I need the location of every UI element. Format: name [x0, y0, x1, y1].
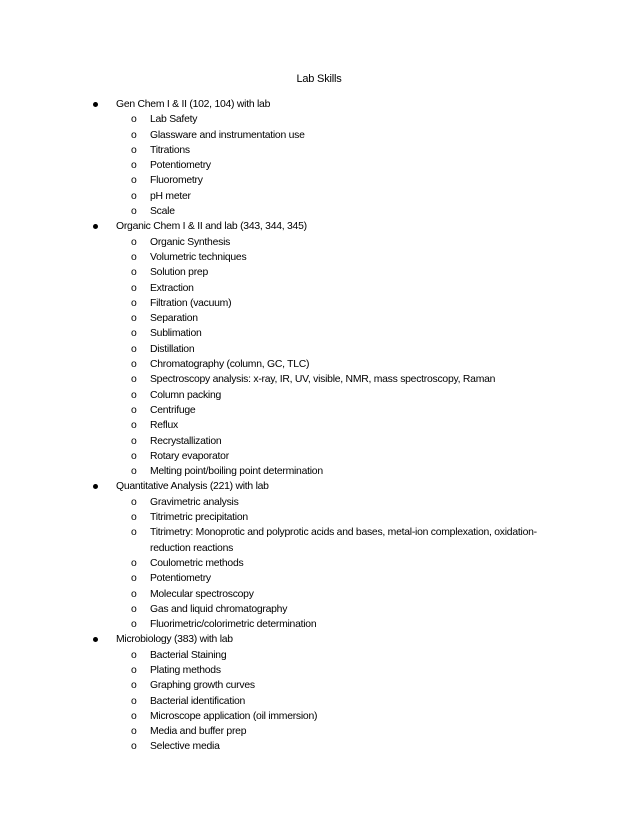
circle-bullet-icon: o: [131, 695, 137, 707]
list-item: [0, 235, 638, 250]
page-title: Lab Skills: [296, 73, 342, 85]
list-item: [0, 128, 638, 143]
circle-bullet-icon: o: [131, 404, 137, 416]
list-item-label: pH meter: [150, 190, 191, 202]
list-item: [0, 724, 638, 739]
list-item-label: Sublimation: [150, 328, 202, 340]
list-item-label: Volumetric techniques: [150, 251, 247, 263]
list-item: [0, 587, 638, 602]
list-item: [0, 663, 638, 678]
circle-bullet-icon: o: [131, 710, 137, 722]
circle-bullet-icon: o: [131, 114, 137, 126]
circle-bullet-icon: o: [131, 680, 137, 692]
section-heading: [0, 97, 638, 112]
section: [0, 97, 638, 219]
section: [0, 479, 638, 632]
bullet-icon: [93, 637, 98, 642]
circle-bullet-icon: o: [131, 359, 137, 371]
list-item-label: Reflux: [150, 420, 178, 432]
list-item-label: Coulometric methods: [150, 557, 244, 569]
list-item: [0, 571, 638, 586]
list-item: [0, 265, 638, 280]
list-item: [0, 173, 638, 188]
section: [0, 219, 638, 479]
circle-bullet-icon: o: [131, 741, 137, 753]
circle-bullet-icon: o: [131, 619, 137, 631]
list-item-label: Fluorometry: [150, 175, 203, 187]
section-label: Organic Chem I & II and lab (343, 344, 345): [116, 221, 307, 233]
list-item-label: Spectroscopy analysis: x-ray, IR, UV, visible, NMR, mass spectroscopy, Raman: [150, 374, 496, 386]
list-item: [0, 189, 638, 204]
list-item: [0, 357, 638, 372]
list-item-label: Distillation: [150, 343, 195, 355]
list-item-label: Bacterial Staining: [150, 649, 227, 661]
circle-bullet-icon: o: [131, 190, 137, 202]
circle-bullet-icon: o: [131, 374, 137, 386]
list-item-label: Microscope application (oil immersion): [150, 710, 318, 722]
list-item-label: Titrations: [150, 144, 190, 156]
circle-bullet-icon: o: [131, 557, 137, 569]
section-heading: [0, 632, 638, 647]
list-item-label: Titrimetric precipitation: [150, 512, 248, 524]
list-item-label: Organic Synthesis: [150, 236, 231, 248]
list-item: [0, 311, 638, 326]
list-item: [0, 602, 638, 617]
list-item-label: Bacterial identification: [150, 695, 246, 707]
list-item-label: Glassware and instrumentation use: [150, 129, 305, 141]
list-item-label: Chromatography (column, GC, TLC): [150, 359, 310, 371]
list-item-label: Extraction: [150, 282, 194, 294]
section-heading: [0, 479, 638, 494]
bullet-icon: [93, 484, 98, 489]
circle-bullet-icon: o: [131, 466, 137, 478]
list-item: [0, 296, 638, 311]
sub-list: [0, 112, 638, 219]
circle-bullet-icon: o: [131, 144, 137, 156]
circle-bullet-icon: o: [131, 297, 137, 309]
circle-bullet-icon: o: [131, 206, 137, 218]
circle-bullet-icon: o: [131, 512, 137, 524]
list-item-label: Scale: [150, 206, 175, 218]
list-item: [0, 449, 638, 464]
list-item: [0, 510, 638, 525]
list-item: [0, 143, 638, 158]
list-item-label: Media and buffer prep: [150, 726, 247, 738]
circle-bullet-icon: o: [131, 603, 137, 615]
circle-bullet-icon: o: [131, 328, 137, 340]
list-item-label: Potentiometry: [150, 160, 211, 172]
list-item: [0, 648, 638, 663]
circle-bullet-icon: o: [131, 527, 137, 539]
list-item-label: Recrystallization: [150, 435, 222, 447]
list-item-label: Filtration (vacuum): [150, 297, 232, 309]
circle-bullet-icon: o: [131, 282, 137, 294]
circle-bullet-icon: o: [131, 267, 137, 279]
list-item-label: Graphing growth curves: [150, 680, 255, 692]
circle-bullet-icon: o: [131, 175, 137, 187]
circle-bullet-icon: o: [131, 160, 137, 172]
list-item-label: Fluorimetric/colorimetric determination: [150, 619, 317, 631]
circle-bullet-icon: o: [131, 573, 137, 585]
list-item-label: Solution prep: [150, 267, 208, 279]
list-item: [0, 281, 638, 296]
list-item-label: Potentiometry: [150, 573, 211, 585]
list-item-label: Melting point/boiling point determination: [150, 466, 323, 478]
list-item: [0, 556, 638, 571]
list-item-label: Plating methods: [150, 664, 221, 676]
list-item: [0, 678, 638, 693]
circle-bullet-icon: o: [131, 251, 137, 263]
skills-list: [0, 97, 638, 755]
list-item-label: Gas and liquid chromatography: [150, 603, 288, 615]
list-item-label: Lab Safety: [150, 114, 198, 126]
list-item-label: Rotary evaporator: [150, 450, 229, 462]
section-label: Quantitative Analysis (221) with lab: [116, 481, 269, 493]
circle-bullet-icon: o: [131, 389, 137, 401]
sub-list: [0, 648, 638, 755]
list-item-label: Column packing: [150, 389, 222, 401]
list-item: [0, 388, 638, 403]
circle-bullet-icon: o: [131, 129, 137, 141]
bullet-icon: [93, 102, 98, 107]
section-heading: [0, 219, 638, 234]
list-item-label: Selective media: [150, 741, 220, 753]
list-item: [0, 434, 638, 449]
section-label: Gen Chem I & II (102, 104) with lab: [116, 99, 271, 110]
list-item: [0, 495, 638, 510]
list-item: [0, 403, 638, 418]
list-item: [0, 694, 638, 709]
list-item: [0, 204, 638, 219]
sub-list: [0, 235, 638, 480]
list-item-label: Gravimetric analysis: [150, 496, 239, 508]
circle-bullet-icon: o: [131, 343, 137, 355]
circle-bullet-icon: o: [131, 435, 137, 447]
circle-bullet-icon: o: [131, 664, 137, 676]
circle-bullet-icon: o: [131, 313, 137, 325]
circle-bullet-icon: o: [131, 236, 137, 248]
sub-list: [0, 495, 638, 633]
list-item: [0, 372, 638, 387]
list-item: [0, 525, 638, 556]
bullet-icon: [93, 224, 98, 229]
list-item: [0, 158, 638, 173]
list-item: [0, 418, 638, 433]
list-item: [0, 739, 638, 754]
section: [0, 632, 638, 754]
list-item: [0, 464, 638, 479]
circle-bullet-icon: o: [131, 420, 137, 432]
list-item: [0, 112, 638, 127]
circle-bullet-icon: o: [131, 726, 137, 738]
circle-bullet-icon: o: [131, 588, 137, 600]
circle-bullet-icon: o: [131, 649, 137, 661]
list-item-label: Centrifuge: [150, 404, 196, 416]
list-item: [0, 326, 638, 341]
section-label: Microbiology (383) with lab: [116, 634, 233, 646]
list-item-label: Separation: [150, 313, 198, 325]
list-item-label: Titrimetry: Monoprotic and polyprotic acids and bases, metal-ion complexation, oxidation-reduction reactions: [150, 527, 537, 554]
list-item-label: Molecular spectroscopy: [150, 588, 254, 600]
list-item: [0, 617, 638, 632]
circle-bullet-icon: o: [131, 496, 137, 508]
circle-bullet-icon: o: [131, 450, 137, 462]
list-item: [0, 342, 638, 357]
list-item: [0, 250, 638, 265]
list-item: [0, 709, 638, 724]
